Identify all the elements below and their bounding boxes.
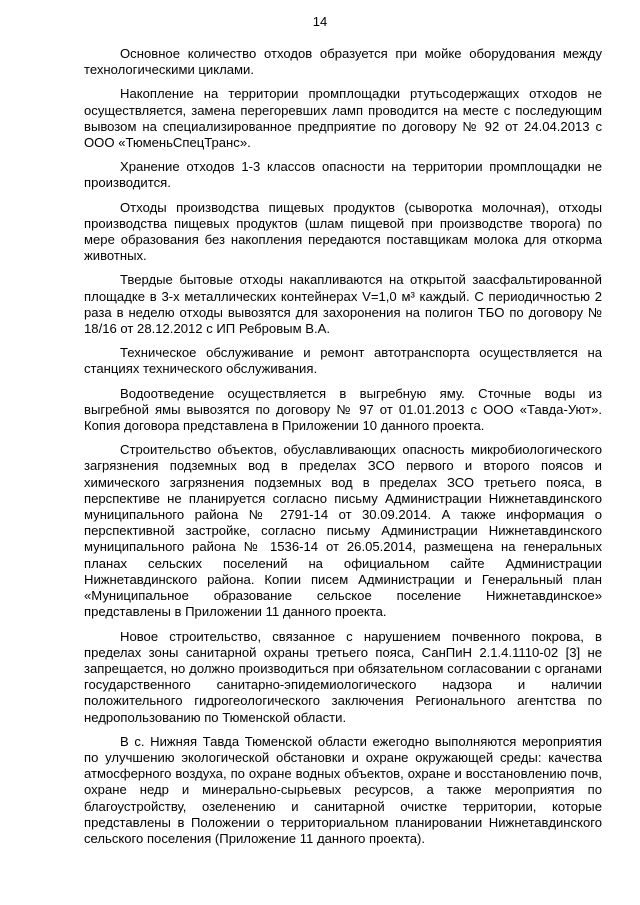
paragraph-hazard-storage: Хранение отходов 1-3 классов опасности на территории промплощадки не производится.: [84, 159, 602, 191]
paragraph-ecology-measures: В с. Нижняя Тавда Тюменской области ежегодно выполняются мероприятия по улучшению экологической обстановки и охране окружающей среды: качества атмосферного воздуха, по охране водных объектов, охране и восстановлению почв, охране недр и минерально-сырьевых ресурсов, а также мероприятия по благоустройству, озеленению и санитарной очистке территории, которые представлены в Положении о территориальном планировании Нижнетавдинского сельского поселения (Приложение 11 данного проекта).: [84, 733, 602, 846]
paragraph-waste-washing: Основное количество отходов образуется при мойке оборудования между технологическими циклами.: [84, 46, 602, 78]
document-body: [84, 46, 602, 855]
paragraph-drainage: Водоотведение осуществляется в выгребную яму. Сточные воды из выгребной ямы вывозятся по договору № 97 от 01.01.2013 с ООО «Тавда-Уют». Копия договора представлена в Приложении 10 данного проекта.: [84, 385, 602, 434]
paragraph-mercury-waste: Накопление на территории промплощадки ртутьсодержащих отходов не осуществляется, замена перегоревших ламп проводится на месте с последующим вывозом на специализированное предприятие по договору № 92 от 24.04.2013 с ООО «ТюменьСпецТранс».: [84, 86, 602, 151]
page-number: 14: [312, 14, 328, 29]
paragraph-solid-waste: Твердые бытовые отходы накапливаются на открытой заасфальтированной площадке в 3-х металлических контейнерах V=1,0 м³ каждый. С периодичностью 2 раза в неделю отходы вывозятся для захоронения на полигон ТБО по договору № 18/16 от 28.12.2012 с ИП Ребровым В.А.: [84, 272, 602, 337]
paragraph-vehicle-service: Техническое обслуживание и ремонт автотранспорта осуществляется на станциях технического обслуживания.: [84, 345, 602, 377]
paragraph-new-construction: Новое строительство, связанное с нарушением почвенного покрова, в пределах зоны санитарной охраны третьего пояса, СанПиН 2.1.4.1110-02 [3] не запрещается, но должно производиться при обязательном согласовании с органами государственного санитарно-эпидемиологического надзора и наличии положительного гидрогеологического заключения Регионального агентства по недропользованию по Тюменской области.: [84, 628, 602, 725]
paragraph-construction-zso: Строительство объектов, обуславливающих опасность микробиологического загрязнения подземных вод в пределах ЗСО первого и второго поясов и химического загрязнения подземных вод в пределах ЗСО третьего пояса, в перспективе не планируется согласно письму Администрации Нижнетавдинского муниципального района № 2791-14 от 30.09.2014. А также информация о перспективной застройке, согласно письму Администрации Нижнетавдинского муниципального района № 1536-14 от 26.05.2014, размещена на генеральных планах сельских поселений на официальном сайте Администрации Нижнетавдинского района. Копии писем Администрации и Генеральный план «Муниципальное образование сельское поселение Нижнетавдинское» представлены в Приложении 11 данного проекта.: [84, 442, 602, 620]
paragraph-food-waste: Отходы производства пищевых продуктов (сыворотка молочная), отходы производства пищевых продуктов (шлам пищевой при производстве творога) по мере образования без накопления передаются поставщикам молока для откорма животных.: [84, 199, 602, 264]
